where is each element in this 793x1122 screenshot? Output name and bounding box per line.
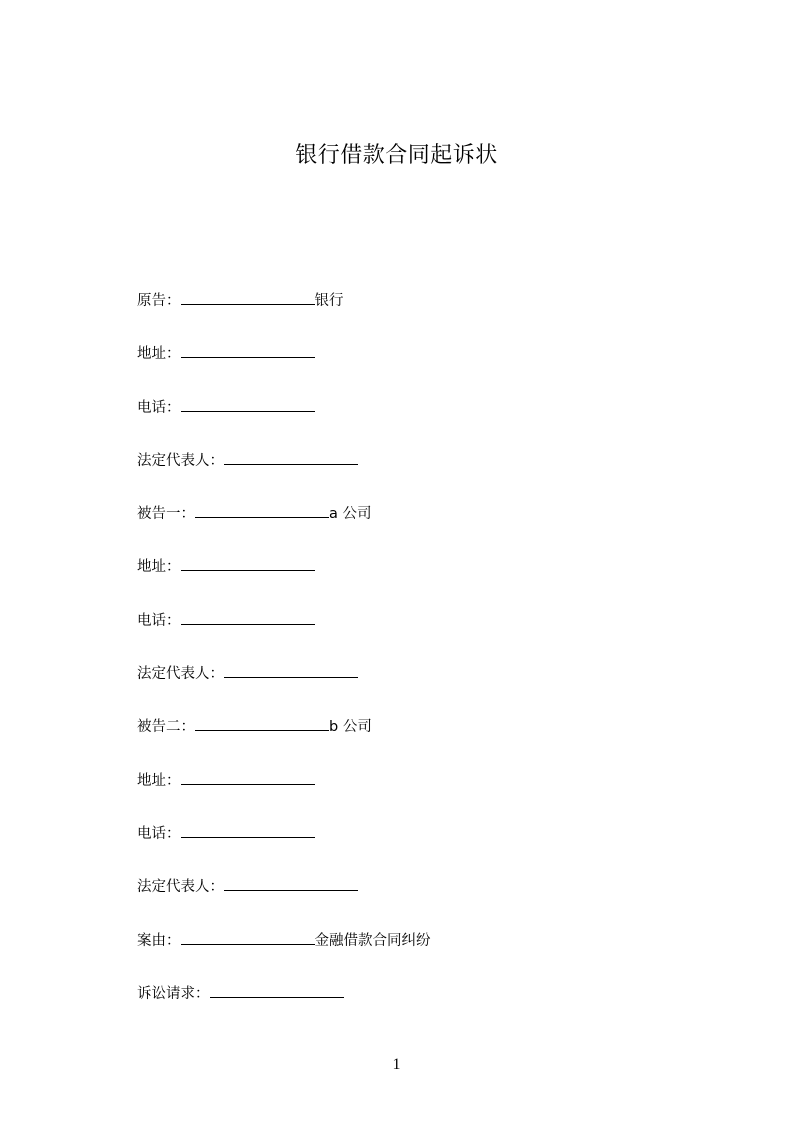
field-label: 法定代表人： [137, 666, 224, 683]
plaintiff-field [137, 288, 431, 341]
fill-in-blank [224, 450, 358, 465]
field-label: 地址： [137, 772, 181, 789]
fill-in-blank [195, 503, 329, 518]
defendant-one-phone-field [137, 608, 431, 661]
defendant-one-address-field [137, 554, 431, 607]
defendant-one-field [137, 501, 431, 554]
plaintiff-phone-field [137, 395, 431, 448]
fill-in-blank [181, 397, 315, 412]
field-label: 电话： [137, 612, 181, 629]
plaintiff-address-field [137, 341, 431, 394]
defendant-two-representative-field [137, 874, 431, 927]
field-suffix: b 公司 [329, 719, 372, 736]
fill-in-blank [181, 930, 315, 945]
field-suffix: 银行 [314, 293, 344, 309]
field-list [137, 288, 431, 1034]
fill-in-blank [181, 343, 315, 358]
field-label: 被告二： [137, 719, 195, 736]
field-suffix: 金融借款合同纠纷 [314, 932, 431, 949]
fill-in-blank [181, 823, 315, 838]
claims-field [137, 981, 431, 1034]
field-label: 地址： [137, 346, 181, 363]
field-label: 电话： [137, 825, 181, 842]
fill-in-blank [181, 290, 315, 305]
fill-in-blank [195, 716, 329, 731]
defendant-two-address-field [137, 768, 431, 821]
field-label: 地址： [137, 559, 181, 576]
fill-in-blank [181, 610, 315, 625]
defendant-one-representative-field [137, 661, 431, 714]
page-number: 1 [392, 1056, 401, 1073]
field-label: 案由： [137, 932, 181, 949]
field-label: 法定代表人： [137, 879, 224, 896]
document-title: 银行借款合同起诉状 [295, 143, 498, 168]
fill-in-blank [181, 770, 315, 785]
cause-of-action-field [137, 928, 431, 981]
fill-in-blank [210, 983, 344, 998]
field-label: 法定代表人： [137, 452, 224, 469]
defendant-two-phone-field [137, 821, 431, 874]
fill-in-blank [181, 556, 315, 571]
field-label: 原告： [137, 293, 181, 309]
field-label: 电话： [137, 399, 181, 416]
defendant-two-field [137, 714, 431, 767]
plaintiff-representative-field [137, 448, 431, 501]
field-label: 诉讼请求： [137, 985, 210, 1002]
field-suffix: a 公司 [329, 506, 372, 523]
fill-in-blank [224, 876, 358, 891]
fill-in-blank [224, 663, 358, 678]
field-label: 被告一： [137, 506, 195, 523]
